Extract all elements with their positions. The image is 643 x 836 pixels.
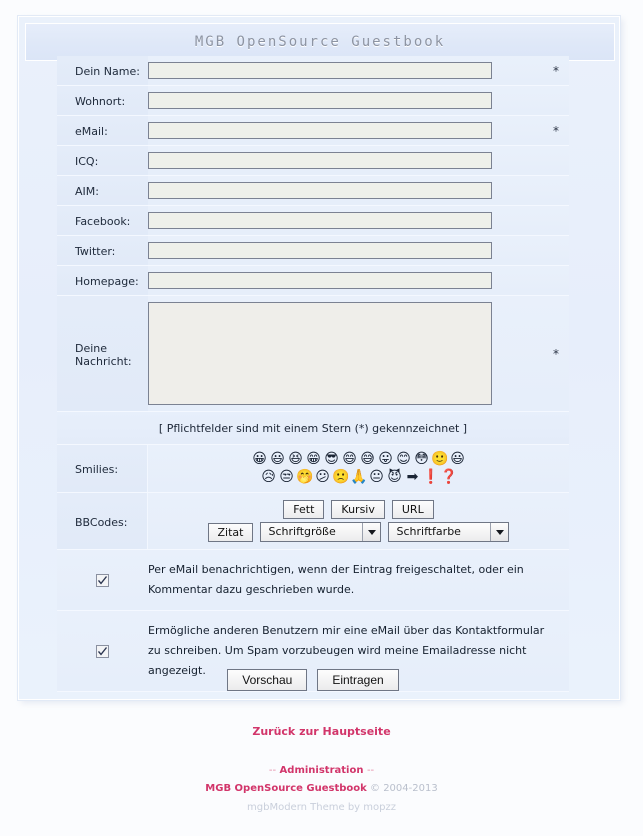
form-actions bbox=[57, 669, 569, 691]
copyright-line bbox=[0, 783, 643, 794]
bbcode-url-button[interactable]: URL bbox=[392, 500, 434, 519]
field-cell-icq bbox=[148, 146, 543, 175]
field-cell-facebook bbox=[148, 206, 543, 235]
required-marker-icq bbox=[543, 146, 569, 175]
option-row-notify bbox=[57, 550, 569, 611]
smiley-icon[interactable]: ➡ bbox=[406, 468, 419, 485]
form-row-city bbox=[57, 86, 569, 116]
smiley-icon[interactable]: 😈 bbox=[387, 468, 402, 485]
bbcode-toolbar bbox=[148, 493, 569, 549]
required-marker-twitter bbox=[543, 236, 569, 265]
smiley-icon[interactable]: 😀 bbox=[252, 450, 267, 467]
required-marker-email: * bbox=[543, 116, 569, 145]
name-input[interactable] bbox=[148, 62, 492, 79]
required-marker-message: * bbox=[543, 296, 569, 411]
smiley-icon[interactable]: 😥 bbox=[261, 468, 276, 485]
smiley-icon[interactable]: 😅 bbox=[360, 450, 375, 467]
smiley-icon[interactable]: 😒 bbox=[279, 468, 294, 485]
font-color-value: Schriftfarbe bbox=[396, 525, 461, 538]
notify-checkbox[interactable] bbox=[96, 574, 109, 587]
contactform-option-label: Ermögliche anderen Benutzern mir eine eMail über das Kontaktformular zu schreiben. Um Spam vorzubeugen wird meine Emailadresse nicht angezeigt. bbox=[148, 624, 545, 677]
label-name: Dein Name: bbox=[57, 56, 148, 85]
smiley-icon[interactable]: 🙁 bbox=[332, 468, 350, 485]
label-email: eMail: bbox=[57, 116, 148, 145]
email-input[interactable] bbox=[148, 122, 492, 139]
city-input[interactable] bbox=[148, 92, 492, 109]
smiley-icon[interactable]: 😕 bbox=[315, 468, 330, 485]
admin-line bbox=[0, 765, 643, 776]
smilies-row-1 bbox=[148, 450, 569, 468]
label-city: Wohnort: bbox=[57, 86, 148, 115]
submit-button[interactable]: Eintragen bbox=[317, 669, 398, 691]
required-marker-aim bbox=[543, 176, 569, 205]
page-title: MGB OpenSource Guestbook bbox=[194, 34, 446, 50]
font-color-select[interactable] bbox=[388, 522, 509, 542]
label-homepage: Homepage: bbox=[57, 266, 148, 295]
homepage-input[interactable] bbox=[148, 272, 492, 289]
smilies-row-2 bbox=[148, 468, 569, 486]
form-row-bbcodes bbox=[57, 493, 569, 550]
form-row-facebook bbox=[57, 206, 569, 236]
bbcode-italic-button[interactable]: Kursiv bbox=[331, 500, 384, 519]
theme-credit: mgbModern Theme by mopzz bbox=[247, 802, 396, 813]
copyright-years: © 2004-2013 bbox=[370, 783, 438, 794]
check-icon bbox=[97, 575, 108, 586]
required-fields-note: [ Pflichtfelder sind mit einem Stern (*) gekennzeichnet ] bbox=[57, 412, 569, 445]
facebook-input[interactable] bbox=[148, 212, 492, 229]
smiley-icon[interactable]: 🤭 bbox=[296, 468, 314, 485]
notify-checkbox-cell bbox=[57, 574, 148, 587]
field-cell-city bbox=[148, 86, 543, 115]
preview-button[interactable]: Vorschau bbox=[227, 669, 307, 691]
admin-dash-left: -- bbox=[268, 765, 277, 776]
administration-link[interactable]: Administration bbox=[279, 765, 364, 776]
field-cell-aim bbox=[148, 176, 543, 205]
icq-input[interactable] bbox=[148, 152, 492, 169]
notify-option-label: Per eMail benachrichtigen, wenn der Eintrag freigeschaltet, oder ein Kommentar dazu geschrieben wurde. bbox=[148, 563, 524, 596]
label-smilies: Smilies: bbox=[57, 445, 148, 492]
admin-dash-right: -- bbox=[366, 765, 375, 776]
font-size-select[interactable] bbox=[260, 522, 381, 542]
smiley-icon[interactable]: 😊 bbox=[396, 450, 411, 467]
label-twitter: Twitter: bbox=[57, 236, 148, 265]
form-row-aim bbox=[57, 176, 569, 206]
smiley-icon[interactable]: 😃 bbox=[450, 450, 465, 467]
contactform-checkbox[interactable] bbox=[96, 645, 109, 658]
bbcode-bold-button[interactable]: Fett bbox=[283, 500, 324, 519]
smiley-icon[interactable]: 😎 bbox=[324, 450, 339, 467]
form-row-email bbox=[57, 116, 569, 146]
smiley-icon[interactable]: 😆 bbox=[288, 450, 303, 467]
bbcode-row-2 bbox=[148, 522, 569, 542]
smiley-icon[interactable]: ❗ bbox=[422, 468, 440, 485]
label-facebook: Facebook: bbox=[57, 206, 148, 235]
aim-input[interactable] bbox=[148, 182, 492, 199]
label-bbcodes: BBCodes: bbox=[57, 493, 148, 549]
font-size-value: Schriftgröße bbox=[268, 525, 336, 538]
guestbook-form bbox=[57, 56, 569, 692]
contactform-checkbox-cell bbox=[57, 645, 148, 658]
field-cell-email bbox=[148, 116, 543, 145]
message-textarea[interactable] bbox=[148, 302, 492, 405]
chevron-down-icon bbox=[490, 523, 508, 541]
smiley-icon[interactable]: 😄 bbox=[342, 450, 357, 467]
required-marker-homepage bbox=[543, 266, 569, 295]
smiley-icon[interactable]: 🙏 bbox=[350, 468, 368, 485]
chevron-down-icon bbox=[362, 523, 380, 541]
required-marker-name: * bbox=[543, 56, 569, 85]
form-row-homepage bbox=[57, 266, 569, 296]
smiley-icon[interactable]: ❓ bbox=[440, 468, 458, 485]
smiley-icon[interactable]: 🙂 bbox=[431, 450, 449, 467]
bbcode-quote-button[interactable]: Zitat bbox=[208, 523, 254, 542]
label-icq: ICQ: bbox=[57, 146, 148, 175]
required-marker-facebook bbox=[543, 206, 569, 235]
bbcode-row-1 bbox=[148, 500, 569, 519]
smiley-icon[interactable]: 😃 bbox=[270, 450, 285, 467]
smiley-icon[interactable]: 😳 bbox=[414, 450, 429, 467]
required-marker-city bbox=[543, 86, 569, 115]
footer bbox=[0, 765, 643, 813]
form-row-smilies bbox=[57, 445, 569, 493]
field-cell-name bbox=[148, 56, 543, 85]
form-row-message bbox=[57, 296, 569, 412]
label-aim: AIM: bbox=[57, 176, 148, 205]
form-row-icq bbox=[57, 146, 569, 176]
field-cell-twitter bbox=[148, 236, 543, 265]
label-message: Deine Nachricht: bbox=[57, 296, 148, 411]
smiley-icon[interactable]: 😐 bbox=[369, 468, 384, 485]
smilies-palette bbox=[148, 445, 569, 492]
back-to-main-link[interactable]: Zurück zur Hauptseite bbox=[252, 725, 391, 738]
field-cell-message bbox=[148, 296, 543, 411]
check-icon bbox=[97, 646, 108, 657]
smiley-icon[interactable]: 😁 bbox=[306, 450, 321, 467]
product-link[interactable]: MGB OpenSource Guestbook bbox=[205, 783, 367, 794]
smiley-icon[interactable]: 😛 bbox=[378, 450, 393, 467]
field-cell-homepage bbox=[148, 266, 543, 295]
twitter-input[interactable] bbox=[148, 242, 492, 259]
form-row-twitter bbox=[57, 236, 569, 266]
form-row-name bbox=[57, 56, 569, 86]
